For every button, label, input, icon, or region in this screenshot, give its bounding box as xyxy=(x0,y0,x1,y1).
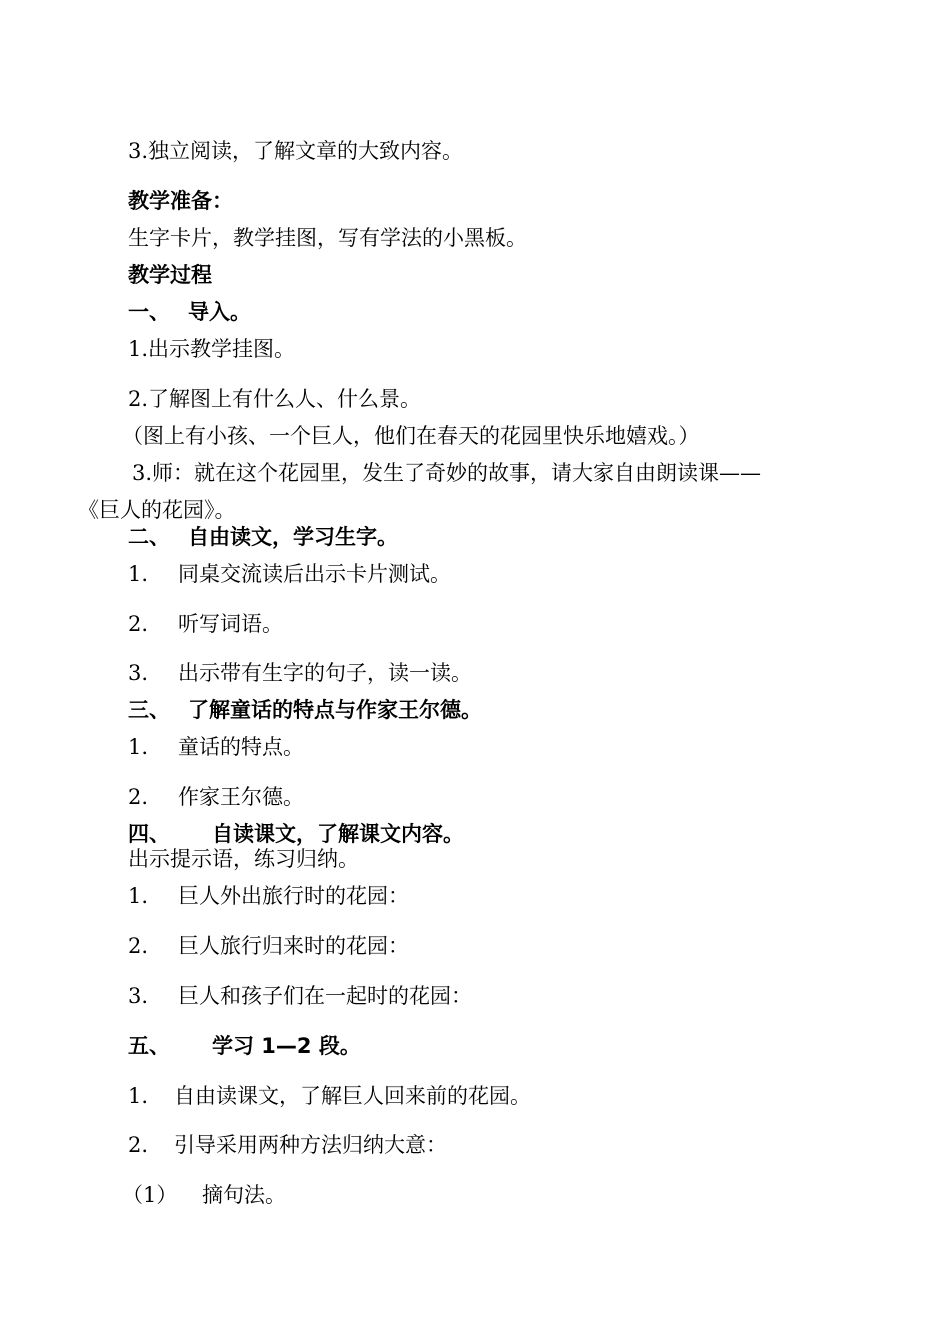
list-number: 2. xyxy=(128,1133,149,1157)
list-text: 作家王尔德。 xyxy=(178,785,304,809)
list-number: （1） xyxy=(122,1183,178,1207)
section-marker: 二、 xyxy=(128,525,170,549)
step-5-1 xyxy=(128,1083,531,1109)
list-text: 听写词语。 xyxy=(178,612,283,636)
section-5-heading xyxy=(128,1033,361,1059)
section-marker: 三、 xyxy=(128,698,170,722)
step-1-2: 2.了解图上有什么人、什么景。 xyxy=(128,387,422,411)
list-number: 1. xyxy=(128,1084,149,1108)
section-title: 自由读文，学习生字。 xyxy=(188,525,398,549)
list-text: 巨人旅行归来时的花园： xyxy=(178,934,409,958)
section-2-heading xyxy=(128,524,398,550)
step-5-2-1 xyxy=(122,1182,286,1208)
objective-3: 3.独立阅读，了解文章的大致内容。 xyxy=(128,139,464,163)
list-number: 1. xyxy=(128,884,149,908)
section-title: 自读课文，了解课文内容。 xyxy=(212,822,464,846)
step-2-1 xyxy=(128,561,451,587)
step-2-3 xyxy=(128,660,472,686)
step-3-1 xyxy=(128,734,304,760)
list-text: 自由读课文，了解巨人回来前的花园。 xyxy=(174,1084,531,1108)
preparation-text: 生字卡片，教学挂图，写有学法的小黑板。 xyxy=(128,226,527,250)
section-4-heading xyxy=(128,821,464,847)
step-1-3: 3.师：就在这个花园里，发生了奇妙的故事，请大家自由朗读课—— xyxy=(132,461,762,485)
section-title: 学习 1—2 段。 xyxy=(212,1034,361,1058)
list-text: 巨人外出旅行时的花园： xyxy=(178,884,409,908)
list-number: 2. xyxy=(128,612,149,636)
list-number: 1. xyxy=(128,562,149,586)
step-1-1: 1.出示教学挂图。 xyxy=(128,337,296,361)
section-1-heading xyxy=(128,299,251,325)
section-marker: 五、 xyxy=(128,1034,170,1058)
section-3-heading xyxy=(128,697,482,723)
heading-preparation: 教学准备： xyxy=(128,189,233,213)
step-5-2 xyxy=(128,1132,447,1158)
section-marker: 四、 xyxy=(128,822,170,846)
step-4-3 xyxy=(128,983,472,1009)
section-marker: 一、 xyxy=(128,300,170,324)
section-4-intro: 出示提示语，练习归纳。 xyxy=(128,847,359,871)
list-number: 2. xyxy=(128,934,149,958)
step-4-1 xyxy=(128,883,409,909)
step-1-2-note: （图上有小孩、一个巨人，他们在春天的花园里快乐地嬉戏。） xyxy=(122,424,700,448)
list-number: 2. xyxy=(128,785,149,809)
section-title: 了解童话的特点与作家王尔德。 xyxy=(188,698,482,722)
list-number: 3. xyxy=(128,984,149,1008)
step-1-3-cont: 《巨人的花园》。 xyxy=(78,498,236,522)
section-title: 导入。 xyxy=(188,300,251,324)
list-text: 引导采用两种方法归纳大意： xyxy=(174,1133,447,1157)
list-number: 1. xyxy=(128,735,149,759)
list-text: 出示带有生字的句子，读一读。 xyxy=(178,661,472,685)
list-number: 3. xyxy=(128,661,149,685)
step-3-2 xyxy=(128,784,304,810)
list-text: 同桌交流读后出示卡片测试。 xyxy=(178,562,451,586)
list-text: 摘句法。 xyxy=(202,1183,286,1207)
heading-process: 教学过程 xyxy=(128,263,212,287)
list-text: 童话的特点。 xyxy=(178,735,304,759)
list-text: 巨人和孩子们在一起时的花园： xyxy=(178,984,472,1008)
step-4-2 xyxy=(128,933,409,959)
step-2-2 xyxy=(128,611,283,637)
